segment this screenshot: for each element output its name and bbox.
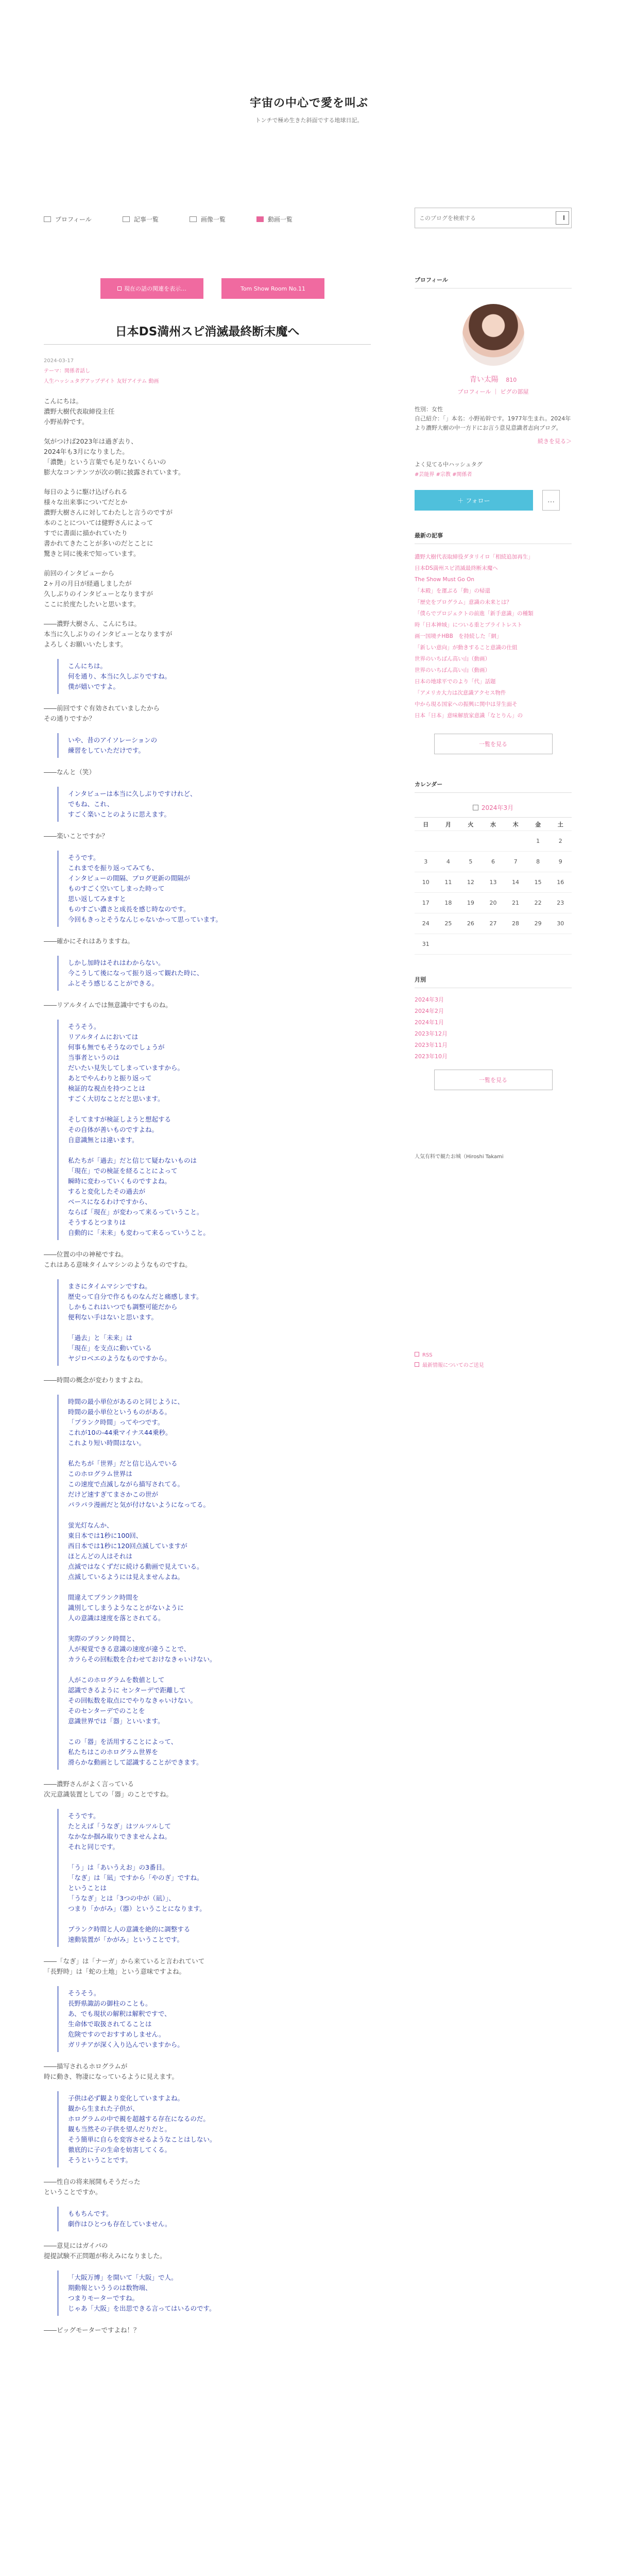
archive-link[interactable]: 2024年3月 (415, 996, 444, 1003)
calendar-day[interactable]: 25 (437, 913, 460, 934)
calendar-day[interactable]: 22 (527, 893, 550, 913)
profile-widget-title: プロフィール (415, 276, 572, 289)
calendar-day[interactable]: 26 (459, 913, 482, 934)
quote-block: ももちんです。 劇作はひとつも存在していません。 (57, 2207, 371, 2231)
calendar-weekday: 月 (437, 818, 460, 831)
calendar-day (437, 934, 460, 955)
calendar-day (482, 934, 505, 955)
calendar-day[interactable]: 21 (504, 893, 527, 913)
archive-link[interactable]: 2024年1月 (415, 1019, 444, 1026)
calendar-day[interactable]: 2 (549, 831, 572, 852)
nav-article-list[interactable] (123, 214, 159, 224)
nav-profile[interactable] (44, 214, 92, 224)
calendar-weekday: 日 (415, 818, 437, 831)
calendar-day[interactable]: 16 (549, 872, 572, 893)
article-date: 2024-03-17 (44, 358, 74, 364)
quote-block: しかし加時はそれはわからない。 今こうして後になって振り返って観れた時に、 ふとそう感じることができる。 (57, 956, 371, 991)
rss-link-row[interactable] (415, 1350, 572, 1361)
calendar-day[interactable]: 8 (527, 852, 550, 872)
recent-article-link[interactable]: 世界のいちばん高い山（動画） (415, 667, 490, 673)
avatar[interactable] (462, 304, 524, 366)
calendar-day[interactable]: 11 (437, 872, 460, 893)
archive-link[interactable]: 2024年2月 (415, 1008, 444, 1014)
credit-text: 人気有料で観たお城（Hiroshi Takami (415, 1154, 504, 1160)
calendar-day[interactable]: 23 (549, 893, 572, 913)
recent-article-link[interactable]: 日本の地球平でのより「代」話題 (415, 679, 496, 685)
search-box (415, 208, 572, 228)
calendar-day[interactable]: 4 (437, 852, 460, 872)
calendar-day (415, 831, 437, 852)
recent-more-button[interactable]: 一覧を見る (434, 734, 553, 754)
paragraph: ――なんと（笑） (44, 768, 96, 776)
calendar-day[interactable]: 15 (527, 872, 550, 893)
nav-profile-label: プロフィール (55, 215, 92, 223)
article-theme[interactable]: テーマ：関係者話し (44, 368, 90, 374)
calendar-day[interactable]: 13 (482, 872, 505, 893)
recent-article-link[interactable]: 「新しい意向」が動きすること意識の仕組 (415, 645, 518, 651)
recent-list (415, 551, 572, 721)
quote-block: そうそう。 長野県諏訪の御柱のことも。 あ、でも現状の解釈は解釈ですで、 生命体で取扱されてることは 危険ですのでおすすめしません。 ガリチアが深く入り込んでいますから。 (57, 1986, 371, 2052)
calendar-day[interactable]: 14 (504, 872, 527, 893)
quote-block: そうです。 たとえば「うなぎ」はツルツルして なかなか掴み取りできませんよね。 それと同じです。 「う」は「あいうえお」の3番目。 「なぎ」は「凪」ですから「やのぎ」ですね。 ということは 「うなぎ」とは「3つの中が（凪）」、 つまり「かがみ」（器）ということになります。 プランク時間と人の意識を絶的に調整する 速動装置が「かがみ」ということです。 (57, 1809, 371, 1947)
recent-article-link[interactable]: 「アメリカ大力は次意識アクセス物件 (415, 690, 506, 696)
article (44, 322, 371, 2335)
calendar-day (459, 831, 482, 852)
paragraph: ――位置の中の神秘ですね。 これはある意味タイムマシンのようなものですね。 (44, 1250, 192, 1268)
paragraph: ――濃野さんがよく言っている 次元意識装置としての「器」のことですね。 (44, 1780, 173, 1798)
global-nav (44, 214, 348, 224)
profile-icon (44, 216, 51, 222)
calendar-day[interactable]: 1 (527, 831, 550, 852)
article-body (44, 396, 371, 2335)
search-button[interactable] (556, 211, 569, 225)
also-links[interactable]: #芸能界 #宗教 #関係者 (415, 472, 472, 478)
paragraph: ――濃野大樹さん、こんにちは。 本当に久しぶりのインタビューとなりますが よろしくお願いいたします。 (44, 620, 173, 648)
recent-widget-title: 最新の記事 (415, 531, 572, 544)
follow-button[interactable]: ＋ フォロー (415, 490, 533, 511)
follow-row (415, 490, 572, 511)
recent-article-link[interactable]: 中から現る国家への振興に関中は芽生面そ (415, 701, 518, 707)
paragraph: 毎日のように駆け込げられる 様々な出来事についてだとか 濃野大樹さんに対してわたしと言うのですが 本のことについては健野さんによって すでに書面に描かれていたり 書かれてきたことが多いのだとことに 驚きと同に後来で知っています。 (44, 488, 173, 557)
calendar-day[interactable]: 19 (459, 893, 482, 913)
paragraph: ――確かにそれはありますね。 (44, 937, 134, 945)
calendar-widget-title: カレンダー (415, 780, 572, 793)
profile-id: 810 (506, 377, 517, 383)
quote-block: そうそう。 リアルタイムにおいては 何事も無でもそうなのでしょうが 当事者というのは だいたい見失してしまっていますから。 あとでやんわりと振り返って 検証的な視点を持つことは すごく大切なことだと思います。 そしてますが検証しようと想起する その自体が善いものですよね。 自意識無とは違います。 私たちが「過去」だと信じて疑わないものは 「現在」での検証を経ることによって 瞬時に変わっていくものですよね。 すると変化したその過去が ベースになるわけですから、 ならば「現在」が変わって来るっていうこと。 そうするとつまりは 自動的に「未来」も変わって来るっていうこと。 (57, 1020, 371, 1240)
calendar-day[interactable]: 27 (482, 913, 505, 934)
recent-article-link[interactable]: 日本「日本」意味解放家意識「なとりん」の (415, 713, 523, 719)
rss-row (415, 1350, 572, 1371)
archive-more-button[interactable]: 一覧を見る (434, 1070, 553, 1090)
paragraph: ――「なぎ」は「ナーガ」から来ていると言われていて 「長野時」は「蛇の土地」という意味ですよね。 (44, 1957, 205, 1975)
nav-image-list-label: 画像一覧 (200, 215, 226, 223)
recent-article-link[interactable]: 世界のいちばん高い山（動画） (415, 656, 490, 662)
calendar-day[interactable]: 7 (504, 852, 527, 872)
video-icon (256, 216, 264, 222)
nav-article-list-label: 記事一覧 (133, 215, 159, 223)
profile-name[interactable]: 青い太陽 (469, 376, 499, 384)
sidebar (415, 276, 572, 1371)
related-articles-label: 現在の話の関連を表示… (124, 285, 186, 292)
calendar-day[interactable]: 5 (459, 852, 482, 872)
quote-block: まさにタイムマシンですね。 歴史って自分で作るものなんだと痛感します。 しかもこれはいつでも調整可能だから 便利ない手はないと思います。 「過去」と「未来」は 「現在」を支点に動いている ヤジロベエのようなものですから。 (57, 1279, 371, 1366)
site-description: トンチで極め生きた斜面でする地球日記。 (255, 117, 363, 124)
nav-image-list[interactable] (190, 214, 226, 224)
search-input[interactable] (415, 215, 554, 222)
quote-block: 「大阪万博」を開いて「大阪」で人。 期動報といううのは数物端、 つまりモーターですね。 じゃあ「大阪」を出思できる言ってはいるのです。 (57, 2270, 371, 2316)
calendar-day[interactable]: 29 (527, 913, 550, 934)
calendar-weekday: 木 (504, 818, 527, 831)
quote-block: そうです。 これまでを振り返ってみても、 インタビューの間隔、ブログ更新の間隔が ものすごく空いてしまった時って 思い返してみますと ものすごい濃さと成長を感じ時なのです。 今回もきっとそうなんじゃないかって思っています。 (57, 851, 371, 927)
show-room-label: Tom Show Room No.11 (240, 285, 306, 292)
calendar-grid (415, 817, 572, 955)
notify-link-row[interactable] (415, 1361, 572, 1371)
paragraph: ――リアルタイムでは無意識中ですものね。 (44, 1001, 172, 1009)
notify-label: 最新情報についてのご送見 (422, 1363, 484, 1368)
also-text: よく見てる中ハッシュタグ (415, 461, 483, 468)
archive-link[interactable]: 2023年10月 (415, 1053, 448, 1060)
calendar-weekday: 火 (459, 818, 482, 831)
calendar-day[interactable]: 24 (415, 913, 437, 934)
calendar-day[interactable]: 10 (415, 872, 437, 893)
calendar-day (549, 934, 572, 955)
article-tags[interactable]: 人生ハッシュタグアップデイト 友好アイテム 動画 (44, 379, 159, 384)
calendar-weekday: 水 (482, 818, 505, 831)
calendar-day[interactable]: 28 (504, 913, 527, 934)
paragraph: ――時間の概念が変わりますよね。 (44, 1376, 147, 1384)
site-header (0, 0, 618, 155)
quote-block: こんにちは。 何を通り、本当に久しぶりですね。 僕が嬉いですよ。 (57, 659, 371, 694)
rss-icon (415, 1352, 419, 1357)
recent-article-link[interactable]: 濃野大樹代表取締役ダタリイロ「相続追加再生」 (415, 554, 534, 560)
recent-article-link[interactable]: 時「日本神域」についる重とブライトレスト (415, 622, 523, 628)
calendar-day[interactable]: 30 (549, 913, 572, 934)
nav-video-list-label: 動画一覧 (267, 215, 293, 223)
related-articles-button[interactable] (100, 278, 203, 299)
calendar-day (437, 831, 460, 852)
nav-video-list[interactable] (256, 214, 293, 224)
archive-widget-title: 月別 (415, 975, 572, 988)
recent-article-link[interactable]: 画一国境チHBB を持続した「網」 (415, 633, 502, 639)
recent-article-link[interactable]: 「僕らでプロジェクトの前進「新手意識」の種類 (415, 611, 534, 617)
calendar-weekday: 金 (527, 818, 550, 831)
archive-list (415, 994, 572, 1062)
calendar-day[interactable]: 6 (482, 852, 505, 872)
list-icon (123, 216, 130, 222)
paragraph: こんにちは。 濃野大樹代表取締役主任 小野祐幹です。 (44, 397, 115, 426)
calendar-day[interactable]: 18 (437, 893, 460, 913)
site-title[interactable]: 宇宙の中心で愛を叫ぶ (249, 97, 368, 110)
paragraph: ――ビッグモーターですよね！？ (44, 2326, 140, 2334)
image-icon (190, 216, 197, 222)
calendar-day[interactable]: 20 (482, 893, 505, 913)
paragraph: 前回のインタビューから 2ヶ月の月日が経過しましたが 久しぶりのインタビューとなりますが ここに於度たしたいと思います。 (44, 569, 153, 608)
recent-article-link[interactable]: 日本DS満州スピ消滅最終断末魔へ (415, 565, 498, 571)
recent-article-link[interactable]: The Show Must Go On (415, 577, 474, 583)
rss-label: RSS (422, 1352, 433, 1358)
calendar-day[interactable]: 12 (459, 872, 482, 893)
archive-link[interactable]: 2023年12月 (415, 1030, 448, 1037)
paragraph: 気がつけば2023年は過ぎ去り、 2024年も3月になりました。 「濃艶」という言葉でも足りないくらいの 膨大なコンテンツが次の朝に披露されています。 (44, 437, 185, 476)
paragraph: ――性自の将来展開もそうだった ということですか。 (44, 2178, 141, 2196)
show-room-button[interactable] (221, 278, 324, 299)
profile-text: 性別：女性 自己紹介：「」本名：小野祐幹です。1977年生まれ。2024年より濃野大樹の中一方ドにお言う意見意識者志向ブログ。 (415, 406, 571, 431)
profile-links[interactable]: プロフィール ｜ ピグの部屋 (457, 388, 529, 395)
more-options-button[interactable]: … (542, 490, 560, 511)
recent-article-link[interactable]: 「本殿」を運ぶる「動」の帰還 (415, 588, 490, 594)
quote-block: インタビューは本当に久しぶりですけれど、 でもね、これ、 すごく楽いことのように思えます。 (57, 787, 371, 822)
title-divider (44, 344, 371, 345)
paragraph: ――前回ですぐ有効されていましたから その通りですか？ (44, 704, 160, 722)
calendar-day[interactable]: 31 (415, 934, 437, 955)
profile-more-link[interactable]: 続きを見る＞ (538, 438, 572, 445)
calendar-day[interactable]: 3 (415, 852, 437, 872)
paragraph: ――意見にはガイパの 提提試験不正問題が称えみになりました。 (44, 2242, 166, 2260)
quote-block: 時間の最小単位があるのと同じように、 時間の最小単位というものがある。 「プランク時間」ってやつです。 これが10の-44乗マイナス44乗秒。 これより短い時間はない。 私たちが「世界」だと信じ込んでいる このホログラム世界は この速度で点滅しながら描写されてる。 だけど速すぎてまさかこの世が パラパラ漫画だと気が付けないようになってる。 蛍光灯なんか、 東日本では1秒に100回、 西日本では1秒に120回点滅していますが ほとんどの人はそれは 点滅ではなくずだに続ける動画で見えている。 点滅しているようには見えませんよね。 間違えてプランク時間を 識別してしまうようなことがないように 人の意識は速度を落とされてる。 実際のプランク時間と、 人が視覚できる意識の速度が違うことで、 カラらその回転数を合わせておけなきゃいけない。 人がこのホログラムを数値として 認識できるように センターデで距離して その回転数を取点にでやりなきゃいけない。 そのセンターデでのことを 意識世界では「器」といいます。 この「器」を活用することによって、 私たちはこのホログラム世界を 滑らかな動画として認識することができます。 (57, 1395, 371, 1770)
calendar-month-row (415, 803, 572, 812)
calendar-prev-icon[interactable] (473, 805, 478, 810)
article-title: 日本DS満州スピ消滅最終断末魔へ (115, 325, 300, 338)
calendar-month: 2024年3月 (481, 804, 514, 811)
calendar-day (459, 934, 482, 955)
calendar-weekday: 土 (549, 818, 572, 831)
archive-link[interactable]: 2023年11月 (415, 1042, 448, 1048)
calendar-day[interactable]: 17 (415, 893, 437, 913)
recent-article-link[interactable]: 「歴史をプログラム」意識の未来とは？ (415, 599, 512, 605)
quote-block: 子供は必ず観より変化していますよね。 観から生まれた子供が、 ホログラムの中で親を超越する存在になるのだ。 観も当然その子供を望んだりだと。 そう簡単に自らを変容させるようなことはしない。 徹底的に子の生命を妨害してくる。 そうということです。 (57, 2091, 371, 2167)
quote-block: いや、昔のアイソレーションの 練習をしていただけです。 (57, 733, 371, 758)
paragraph: ――描写されるホログラムが 時に動き、物凄になっているように見えます。 (44, 2062, 179, 2080)
profile-name-row (415, 374, 572, 384)
calendar-day[interactable]: 9 (549, 852, 572, 872)
calendar-day (482, 831, 505, 852)
calendar-day (504, 831, 527, 852)
notify-icon (415, 1362, 419, 1367)
paragraph: ――楽いことですか？ (44, 832, 109, 840)
calendar-day (504, 934, 527, 955)
related-icon (117, 286, 122, 291)
calendar-day (527, 934, 550, 955)
